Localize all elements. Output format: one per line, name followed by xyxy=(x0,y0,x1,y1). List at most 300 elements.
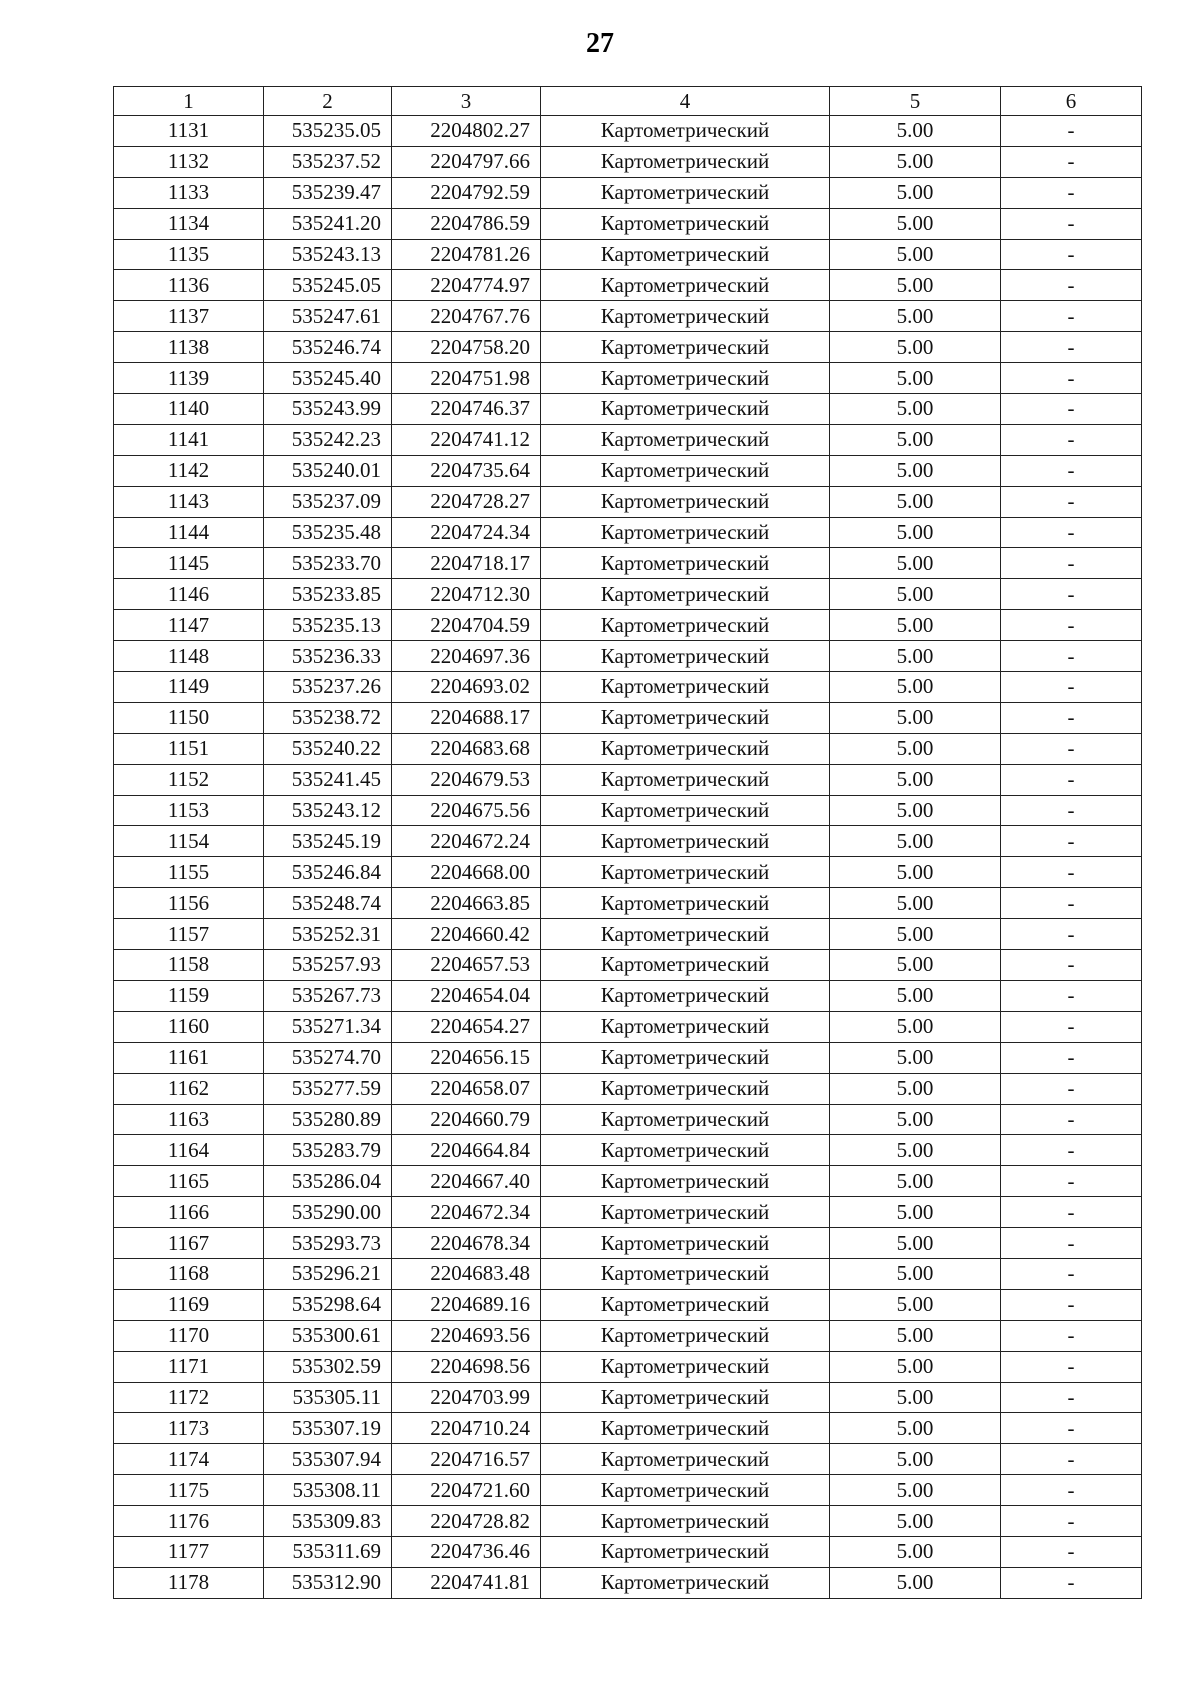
x-coordinate-cell: 535283.79 xyxy=(264,1135,392,1166)
accuracy-cell: 5.00 xyxy=(830,795,1001,826)
table-row xyxy=(114,1413,1142,1444)
accuracy-cell: 5.00 xyxy=(830,1567,1001,1598)
x-coordinate-cell: 535237.52 xyxy=(264,146,392,177)
note-cell: - xyxy=(1001,672,1142,703)
method-cell: Картометрический xyxy=(541,424,830,455)
accuracy-cell: 5.00 xyxy=(830,424,1001,455)
table-row xyxy=(114,1536,1142,1567)
note-cell: - xyxy=(1001,826,1142,857)
point-number-cell: 1177 xyxy=(114,1536,264,1567)
x-coordinate-cell: 535235.05 xyxy=(264,116,392,147)
note-cell: - xyxy=(1001,1475,1142,1506)
point-number-cell: 1164 xyxy=(114,1135,264,1166)
y-coordinate-cell: 2204797.66 xyxy=(392,146,541,177)
table-row xyxy=(114,795,1142,826)
accuracy-cell: 5.00 xyxy=(830,764,1001,795)
x-coordinate-cell: 535246.74 xyxy=(264,332,392,363)
accuracy-cell: 5.00 xyxy=(830,1351,1001,1382)
table-row xyxy=(114,579,1142,610)
x-coordinate-cell: 535307.19 xyxy=(264,1413,392,1444)
y-coordinate-cell: 2204654.27 xyxy=(392,1011,541,1042)
accuracy-cell: 5.00 xyxy=(830,208,1001,239)
note-cell: - xyxy=(1001,857,1142,888)
note-cell: - xyxy=(1001,610,1142,641)
y-coordinate-cell: 2204688.17 xyxy=(392,702,541,733)
y-coordinate-cell: 2204658.07 xyxy=(392,1073,541,1104)
method-cell: Картометрический xyxy=(541,733,830,764)
y-coordinate-cell: 2204735.64 xyxy=(392,455,541,486)
note-cell: - xyxy=(1001,239,1142,270)
table-row xyxy=(114,146,1142,177)
method-cell: Картометрический xyxy=(541,455,830,486)
point-number-cell: 1133 xyxy=(114,177,264,208)
x-coordinate-cell: 535245.19 xyxy=(264,826,392,857)
y-coordinate-cell: 2204675.56 xyxy=(392,795,541,826)
table-row xyxy=(114,702,1142,733)
y-coordinate-cell: 2204746.37 xyxy=(392,394,541,425)
method-cell: Картометрический xyxy=(541,1197,830,1228)
y-coordinate-cell: 2204698.56 xyxy=(392,1351,541,1382)
accuracy-cell: 5.00 xyxy=(830,548,1001,579)
point-number-cell: 1156 xyxy=(114,888,264,919)
note-cell: - xyxy=(1001,116,1142,147)
point-number-cell: 1144 xyxy=(114,517,264,548)
table-row xyxy=(114,486,1142,517)
y-coordinate-cell: 2204741.12 xyxy=(392,424,541,455)
method-cell: Картометрический xyxy=(541,1413,830,1444)
x-coordinate-cell: 535271.34 xyxy=(264,1011,392,1042)
column-header-3: 3 xyxy=(392,87,541,116)
column-header-2: 2 xyxy=(264,87,392,116)
column-header-6: 6 xyxy=(1001,87,1142,116)
accuracy-cell: 5.00 xyxy=(830,332,1001,363)
table-row xyxy=(114,980,1142,1011)
note-cell: - xyxy=(1001,702,1142,733)
y-coordinate-cell: 2204654.04 xyxy=(392,980,541,1011)
point-number-cell: 1142 xyxy=(114,455,264,486)
note-cell: - xyxy=(1001,1197,1142,1228)
table-row xyxy=(114,1042,1142,1073)
x-coordinate-cell: 535243.13 xyxy=(264,239,392,270)
x-coordinate-cell: 535235.48 xyxy=(264,517,392,548)
note-cell: - xyxy=(1001,363,1142,394)
accuracy-cell: 5.00 xyxy=(830,1073,1001,1104)
accuracy-cell: 5.00 xyxy=(830,1042,1001,1073)
point-number-cell: 1166 xyxy=(114,1197,264,1228)
note-cell: - xyxy=(1001,980,1142,1011)
point-number-cell: 1159 xyxy=(114,980,264,1011)
method-cell: Картометрический xyxy=(541,1382,830,1413)
table-row xyxy=(114,857,1142,888)
x-coordinate-cell: 535274.70 xyxy=(264,1042,392,1073)
method-cell: Картометрический xyxy=(541,394,830,425)
method-cell: Картометрический xyxy=(541,702,830,733)
table-row xyxy=(114,1228,1142,1259)
method-cell: Картометрический xyxy=(541,1506,830,1537)
method-cell: Картометрический xyxy=(541,517,830,548)
x-coordinate-cell: 535238.72 xyxy=(264,702,392,733)
point-number-cell: 1155 xyxy=(114,857,264,888)
x-coordinate-cell: 535302.59 xyxy=(264,1351,392,1382)
point-number-cell: 1140 xyxy=(114,394,264,425)
accuracy-cell: 5.00 xyxy=(830,733,1001,764)
table-row xyxy=(114,1258,1142,1289)
note-cell: - xyxy=(1001,177,1142,208)
y-coordinate-cell: 2204668.00 xyxy=(392,857,541,888)
table-row xyxy=(114,672,1142,703)
x-coordinate-cell: 535241.45 xyxy=(264,764,392,795)
accuracy-cell: 5.00 xyxy=(830,486,1001,517)
note-cell: - xyxy=(1001,1536,1142,1567)
method-cell: Картометрический xyxy=(541,486,830,517)
table-row xyxy=(114,1320,1142,1351)
table-row xyxy=(114,1289,1142,1320)
note-cell: - xyxy=(1001,1413,1142,1444)
accuracy-cell: 5.00 xyxy=(830,702,1001,733)
y-coordinate-cell: 2204693.56 xyxy=(392,1320,541,1351)
table-row xyxy=(114,888,1142,919)
accuracy-cell: 5.00 xyxy=(830,888,1001,919)
note-cell: - xyxy=(1001,919,1142,950)
accuracy-cell: 5.00 xyxy=(830,857,1001,888)
x-coordinate-cell: 535267.73 xyxy=(264,980,392,1011)
x-coordinate-cell: 535286.04 xyxy=(264,1166,392,1197)
table-row xyxy=(114,641,1142,672)
table-row xyxy=(114,332,1142,363)
point-number-cell: 1131 xyxy=(114,116,264,147)
y-coordinate-cell: 2204736.46 xyxy=(392,1536,541,1567)
accuracy-cell: 5.00 xyxy=(830,270,1001,301)
x-coordinate-cell: 535237.26 xyxy=(264,672,392,703)
point-number-cell: 1163 xyxy=(114,1104,264,1135)
table-row xyxy=(114,394,1142,425)
table-row xyxy=(114,1135,1142,1166)
accuracy-cell: 5.00 xyxy=(830,1228,1001,1259)
accuracy-cell: 5.00 xyxy=(830,1536,1001,1567)
point-number-cell: 1145 xyxy=(114,548,264,579)
y-coordinate-cell: 2204792.59 xyxy=(392,177,541,208)
table-row xyxy=(114,424,1142,455)
accuracy-cell: 5.00 xyxy=(830,826,1001,857)
note-cell: - xyxy=(1001,1506,1142,1537)
method-cell: Картометрический xyxy=(541,1073,830,1104)
y-coordinate-cell: 2204672.24 xyxy=(392,826,541,857)
method-cell: Картометрический xyxy=(541,208,830,239)
method-cell: Картометрический xyxy=(541,270,830,301)
x-coordinate-cell: 535239.47 xyxy=(264,177,392,208)
point-number-cell: 1174 xyxy=(114,1444,264,1475)
method-cell: Картометрический xyxy=(541,548,830,579)
accuracy-cell: 5.00 xyxy=(830,1197,1001,1228)
x-coordinate-cell: 535236.33 xyxy=(264,641,392,672)
note-cell: - xyxy=(1001,332,1142,363)
table-row xyxy=(114,239,1142,270)
y-coordinate-cell: 2204728.27 xyxy=(392,486,541,517)
accuracy-cell: 5.00 xyxy=(830,1011,1001,1042)
point-number-cell: 1154 xyxy=(114,826,264,857)
x-coordinate-cell: 535237.09 xyxy=(264,486,392,517)
note-cell: - xyxy=(1001,1444,1142,1475)
point-number-cell: 1136 xyxy=(114,270,264,301)
method-cell: Картометрический xyxy=(541,888,830,919)
column-header-4: 4 xyxy=(541,87,830,116)
method-cell: Картометрический xyxy=(541,146,830,177)
y-coordinate-cell: 2204718.17 xyxy=(392,548,541,579)
table-row xyxy=(114,1567,1142,1598)
coordinates-table xyxy=(113,86,1142,1599)
table-row xyxy=(114,270,1142,301)
accuracy-cell: 5.00 xyxy=(830,177,1001,208)
table-header xyxy=(114,87,1142,116)
y-coordinate-cell: 2204767.76 xyxy=(392,301,541,332)
column-header-5: 5 xyxy=(830,87,1001,116)
x-coordinate-cell: 535290.00 xyxy=(264,1197,392,1228)
method-cell: Картометрический xyxy=(541,1536,830,1567)
x-coordinate-cell: 535240.22 xyxy=(264,733,392,764)
table-row xyxy=(114,1444,1142,1475)
method-cell: Картометрический xyxy=(541,826,830,857)
note-cell: - xyxy=(1001,486,1142,517)
x-coordinate-cell: 535308.11 xyxy=(264,1475,392,1506)
x-coordinate-cell: 535246.84 xyxy=(264,857,392,888)
accuracy-cell: 5.00 xyxy=(830,363,1001,394)
x-coordinate-cell: 535248.74 xyxy=(264,888,392,919)
table-row xyxy=(114,363,1142,394)
x-coordinate-cell: 535305.11 xyxy=(264,1382,392,1413)
x-coordinate-cell: 535235.13 xyxy=(264,610,392,641)
note-cell: - xyxy=(1001,208,1142,239)
column-header-1: 1 xyxy=(114,87,264,116)
point-number-cell: 1161 xyxy=(114,1042,264,1073)
note-cell: - xyxy=(1001,1104,1142,1135)
y-coordinate-cell: 2204728.82 xyxy=(392,1506,541,1537)
point-number-cell: 1169 xyxy=(114,1289,264,1320)
point-number-cell: 1162 xyxy=(114,1073,264,1104)
accuracy-cell: 5.00 xyxy=(830,301,1001,332)
point-number-cell: 1143 xyxy=(114,486,264,517)
method-cell: Картометрический xyxy=(541,116,830,147)
note-cell: - xyxy=(1001,1011,1142,1042)
accuracy-cell: 5.00 xyxy=(830,1320,1001,1351)
method-cell: Картометрический xyxy=(541,1166,830,1197)
note-cell: - xyxy=(1001,795,1142,826)
accuracy-cell: 5.00 xyxy=(830,919,1001,950)
table-row xyxy=(114,301,1142,332)
x-coordinate-cell: 535245.40 xyxy=(264,363,392,394)
y-coordinate-cell: 2204704.59 xyxy=(392,610,541,641)
page-number: 27 xyxy=(586,28,614,59)
accuracy-cell: 5.00 xyxy=(830,672,1001,703)
accuracy-cell: 5.00 xyxy=(830,641,1001,672)
note-cell: - xyxy=(1001,1135,1142,1166)
y-coordinate-cell: 2204724.34 xyxy=(392,517,541,548)
point-number-cell: 1157 xyxy=(114,919,264,950)
method-cell: Картометрический xyxy=(541,239,830,270)
method-cell: Картометрический xyxy=(541,1104,830,1135)
method-cell: Картометрический xyxy=(541,1444,830,1475)
point-number-cell: 1160 xyxy=(114,1011,264,1042)
x-coordinate-cell: 535257.93 xyxy=(264,950,392,981)
note-cell: - xyxy=(1001,888,1142,919)
y-coordinate-cell: 2204683.68 xyxy=(392,733,541,764)
table-row xyxy=(114,1382,1142,1413)
method-cell: Картометрический xyxy=(541,363,830,394)
table-row xyxy=(114,1351,1142,1382)
y-coordinate-cell: 2204781.26 xyxy=(392,239,541,270)
table-row xyxy=(114,733,1142,764)
y-coordinate-cell: 2204656.15 xyxy=(392,1042,541,1073)
accuracy-cell: 5.00 xyxy=(830,1506,1001,1537)
note-cell: - xyxy=(1001,1042,1142,1073)
x-coordinate-cell: 535245.05 xyxy=(264,270,392,301)
x-coordinate-cell: 535241.20 xyxy=(264,208,392,239)
accuracy-cell: 5.00 xyxy=(830,1135,1001,1166)
method-cell: Картометрический xyxy=(541,332,830,363)
note-cell: - xyxy=(1001,548,1142,579)
table-row xyxy=(114,517,1142,548)
accuracy-cell: 5.00 xyxy=(830,950,1001,981)
table-row xyxy=(114,919,1142,950)
x-coordinate-cell: 535300.61 xyxy=(264,1320,392,1351)
method-cell: Картометрический xyxy=(541,1320,830,1351)
accuracy-cell: 5.00 xyxy=(830,1166,1001,1197)
note-cell: - xyxy=(1001,764,1142,795)
method-cell: Картометрический xyxy=(541,610,830,641)
note-cell: - xyxy=(1001,1382,1142,1413)
table-row xyxy=(114,1506,1142,1537)
accuracy-cell: 5.00 xyxy=(830,116,1001,147)
accuracy-cell: 5.00 xyxy=(830,980,1001,1011)
table-row xyxy=(114,950,1142,981)
x-coordinate-cell: 535311.69 xyxy=(264,1536,392,1567)
point-number-cell: 1178 xyxy=(114,1567,264,1598)
method-cell: Картометрический xyxy=(541,1475,830,1506)
method-cell: Картометрический xyxy=(541,672,830,703)
note-cell: - xyxy=(1001,517,1142,548)
y-coordinate-cell: 2204663.85 xyxy=(392,888,541,919)
accuracy-cell: 5.00 xyxy=(830,1444,1001,1475)
point-number-cell: 1153 xyxy=(114,795,264,826)
y-coordinate-cell: 2204751.98 xyxy=(392,363,541,394)
method-cell: Картометрический xyxy=(541,857,830,888)
x-coordinate-cell: 535298.64 xyxy=(264,1289,392,1320)
method-cell: Картометрический xyxy=(541,980,830,1011)
note-cell: - xyxy=(1001,455,1142,486)
y-coordinate-cell: 2204786.59 xyxy=(392,208,541,239)
method-cell: Картометрический xyxy=(541,1289,830,1320)
y-coordinate-cell: 2204657.53 xyxy=(392,950,541,981)
table-body xyxy=(114,116,1142,1599)
point-number-cell: 1150 xyxy=(114,702,264,733)
table-row xyxy=(114,116,1142,147)
point-number-cell: 1147 xyxy=(114,610,264,641)
point-number-cell: 1138 xyxy=(114,332,264,363)
point-number-cell: 1172 xyxy=(114,1382,264,1413)
note-cell: - xyxy=(1001,394,1142,425)
point-number-cell: 1176 xyxy=(114,1506,264,1537)
method-cell: Картометрический xyxy=(541,1258,830,1289)
note-cell: - xyxy=(1001,301,1142,332)
point-number-cell: 1137 xyxy=(114,301,264,332)
note-cell: - xyxy=(1001,1166,1142,1197)
point-number-cell: 1148 xyxy=(114,641,264,672)
x-coordinate-cell: 535280.89 xyxy=(264,1104,392,1135)
method-cell: Картометрический xyxy=(541,579,830,610)
point-number-cell: 1149 xyxy=(114,672,264,703)
note-cell: - xyxy=(1001,270,1142,301)
note-cell: - xyxy=(1001,1228,1142,1259)
accuracy-cell: 5.00 xyxy=(830,1258,1001,1289)
x-coordinate-cell: 535243.99 xyxy=(264,394,392,425)
note-cell: - xyxy=(1001,950,1142,981)
method-cell: Картометрический xyxy=(541,1042,830,1073)
y-coordinate-cell: 2204660.79 xyxy=(392,1104,541,1135)
table-row xyxy=(114,764,1142,795)
x-coordinate-cell: 535296.21 xyxy=(264,1258,392,1289)
accuracy-cell: 5.00 xyxy=(830,1382,1001,1413)
note-cell: - xyxy=(1001,733,1142,764)
table-row xyxy=(114,1073,1142,1104)
table-row xyxy=(114,1475,1142,1506)
y-coordinate-cell: 2204774.97 xyxy=(392,270,541,301)
method-cell: Картометрический xyxy=(541,795,830,826)
method-cell: Картометрический xyxy=(541,1135,830,1166)
point-number-cell: 1152 xyxy=(114,764,264,795)
note-cell: - xyxy=(1001,1351,1142,1382)
table-row xyxy=(114,177,1142,208)
table-row xyxy=(114,548,1142,579)
x-coordinate-cell: 535312.90 xyxy=(264,1567,392,1598)
y-coordinate-cell: 2204664.84 xyxy=(392,1135,541,1166)
y-coordinate-cell: 2204679.53 xyxy=(392,764,541,795)
point-number-cell: 1134 xyxy=(114,208,264,239)
point-number-cell: 1168 xyxy=(114,1258,264,1289)
accuracy-cell: 5.00 xyxy=(830,517,1001,548)
accuracy-cell: 5.00 xyxy=(830,455,1001,486)
point-number-cell: 1141 xyxy=(114,424,264,455)
point-number-cell: 1132 xyxy=(114,146,264,177)
note-cell: - xyxy=(1001,579,1142,610)
method-cell: Картометрический xyxy=(541,764,830,795)
x-coordinate-cell: 535309.83 xyxy=(264,1506,392,1537)
method-cell: Картометрический xyxy=(541,950,830,981)
x-coordinate-cell: 535233.85 xyxy=(264,579,392,610)
method-cell: Картометрический xyxy=(541,301,830,332)
x-coordinate-cell: 535252.31 xyxy=(264,919,392,950)
x-coordinate-cell: 535247.61 xyxy=(264,301,392,332)
y-coordinate-cell: 2204710.24 xyxy=(392,1413,541,1444)
x-coordinate-cell: 535240.01 xyxy=(264,455,392,486)
method-cell: Картометрический xyxy=(541,641,830,672)
x-coordinate-cell: 535293.73 xyxy=(264,1228,392,1259)
note-cell: - xyxy=(1001,1258,1142,1289)
table-row xyxy=(114,1166,1142,1197)
y-coordinate-cell: 2204660.42 xyxy=(392,919,541,950)
x-coordinate-cell: 535242.23 xyxy=(264,424,392,455)
table-row xyxy=(114,1011,1142,1042)
y-coordinate-cell: 2204802.27 xyxy=(392,116,541,147)
point-number-cell: 1175 xyxy=(114,1475,264,1506)
point-number-cell: 1170 xyxy=(114,1320,264,1351)
y-coordinate-cell: 2204678.34 xyxy=(392,1228,541,1259)
y-coordinate-cell: 2204683.48 xyxy=(392,1258,541,1289)
method-cell: Картометрический xyxy=(541,1011,830,1042)
x-coordinate-cell: 535277.59 xyxy=(264,1073,392,1104)
accuracy-cell: 5.00 xyxy=(830,146,1001,177)
accuracy-cell: 5.00 xyxy=(830,1413,1001,1444)
point-number-cell: 1139 xyxy=(114,363,264,394)
x-coordinate-cell: 535243.12 xyxy=(264,795,392,826)
